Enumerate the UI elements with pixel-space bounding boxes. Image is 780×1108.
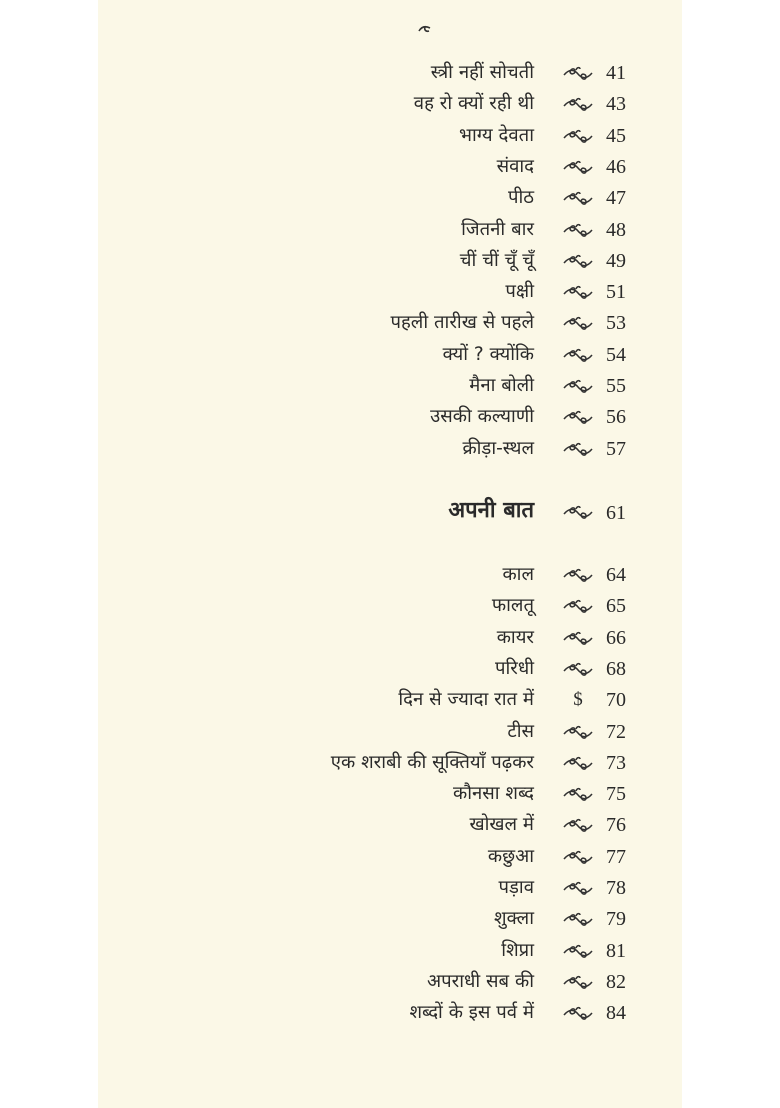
floral-ornament-icon bbox=[562, 756, 594, 772]
floral-ornament-icon bbox=[562, 944, 594, 960]
floral-ornament-icon bbox=[562, 568, 594, 584]
toc-entry-title: फालतू bbox=[491, 595, 534, 617]
toc-entry-title: उसकी कल्याणी bbox=[430, 406, 534, 428]
floral-ornament-icon bbox=[562, 316, 594, 332]
toc-entry-title: कायर bbox=[496, 626, 534, 648]
toc-entry bbox=[0, 1000, 780, 1031]
toc-page-number: 64 bbox=[606, 564, 626, 586]
floral-ornament-icon bbox=[562, 725, 594, 741]
floral-ornament-icon bbox=[562, 254, 594, 270]
toc-page-number: 76 bbox=[606, 814, 626, 837]
toc-entry-title: एक शराबी की सूक्तियाँ पढ़कर bbox=[330, 751, 534, 773]
toc-entry bbox=[0, 373, 780, 404]
floral-ornament-icon bbox=[562, 1006, 594, 1022]
toc-entry bbox=[0, 310, 780, 341]
floral-ornament-icon bbox=[562, 379, 594, 395]
toc-page-number: 51 bbox=[606, 281, 626, 304]
toc-entry-title: भाग्य देवता bbox=[458, 124, 534, 146]
toc-entry-title: क्यों ? क्योंकि bbox=[442, 343, 534, 365]
floral-ornament-icon bbox=[562, 975, 594, 991]
toc-entry-title: अपराधी सब की bbox=[427, 970, 534, 992]
toc-entry-title: शुक्ला bbox=[494, 908, 534, 930]
toc-page-number: 82 bbox=[606, 970, 626, 993]
toc-entry bbox=[0, 812, 780, 843]
toc-page-number: 61 bbox=[606, 502, 626, 524]
toc-entry bbox=[0, 185, 780, 216]
toc-entry-title: पक्षी bbox=[505, 281, 534, 303]
toc-entry bbox=[0, 279, 780, 310]
toc-section-heading bbox=[0, 496, 780, 527]
toc-entry bbox=[0, 687, 780, 718]
floral-ornament-icon bbox=[562, 66, 594, 82]
floral-ornament-icon bbox=[562, 850, 594, 866]
toc-entry bbox=[0, 875, 780, 906]
toc-page-number: 56 bbox=[606, 406, 626, 429]
toc-entry bbox=[0, 750, 780, 781]
floral-ornament-icon bbox=[562, 129, 594, 145]
toc-entry bbox=[0, 91, 780, 122]
floral-ornament-icon bbox=[562, 348, 594, 364]
floral-ornament-icon bbox=[562, 285, 594, 301]
toc-entry bbox=[0, 248, 780, 279]
toc-entry bbox=[0, 342, 780, 373]
floral-ornament-icon bbox=[562, 787, 594, 803]
toc-page-number: 53 bbox=[606, 312, 626, 335]
toc-page-number: 78 bbox=[606, 877, 626, 899]
toc-page-number: 65 bbox=[606, 595, 626, 618]
toc-entry bbox=[0, 436, 780, 467]
toc-entry bbox=[0, 562, 780, 593]
toc-entry-title: मैना बोली bbox=[469, 375, 534, 396]
toc-page-number: 81 bbox=[606, 939, 626, 962]
toc-entry-title: पहली तारीख से पहले bbox=[390, 312, 534, 334]
toc-entry bbox=[0, 844, 780, 875]
toc-entry bbox=[0, 906, 780, 937]
toc-entry-title: संवाद bbox=[496, 155, 534, 177]
floral-ornament-icon bbox=[562, 223, 594, 239]
toc-entry-title: स्त्री नहीं सोचती bbox=[430, 62, 534, 83]
toc-entry-title: काल bbox=[502, 564, 534, 585]
toc-page-number: 54 bbox=[606, 343, 626, 366]
toc-entry-title: वह रो क्यों रही थी bbox=[413, 93, 534, 115]
toc-entry bbox=[0, 404, 780, 435]
toc-page-number: 48 bbox=[606, 218, 626, 241]
toc-page-number: 79 bbox=[606, 908, 626, 931]
toc-page-number: 47 bbox=[606, 187, 626, 210]
floral-ornament-icon bbox=[562, 818, 594, 834]
toc-entry-title: चीं चीं चूँ चूँ bbox=[459, 249, 534, 271]
toc-page-number: 55 bbox=[606, 375, 626, 397]
toc-page-number: 75 bbox=[606, 783, 626, 806]
toc-entry bbox=[0, 656, 780, 687]
floral-ornament-icon bbox=[562, 160, 594, 176]
toc-entry-title: टीस bbox=[507, 720, 534, 742]
toc-page-number: 77 bbox=[606, 845, 626, 868]
floral-ornament-icon bbox=[562, 599, 594, 615]
floral-ornament-icon bbox=[562, 505, 594, 521]
toc-entry bbox=[0, 969, 780, 1000]
toc-separator-text: $ bbox=[573, 689, 583, 711]
toc-page-number: 41 bbox=[606, 62, 626, 84]
toc-entry-title: पड़ाव bbox=[498, 877, 534, 898]
floral-ornament-icon bbox=[562, 662, 594, 678]
toc-entry bbox=[0, 719, 780, 750]
toc-entry-title: दिन से ज्यादा रात में bbox=[398, 689, 534, 711]
toc-entry-title: खोखल में bbox=[469, 814, 534, 836]
floral-ornament-icon bbox=[562, 881, 594, 897]
toc-page-number: 66 bbox=[606, 626, 626, 649]
section-heading-title: अपनी बात bbox=[448, 498, 534, 523]
floral-ornament-icon bbox=[562, 191, 594, 207]
toc-page-number: 70 bbox=[606, 689, 626, 712]
toc-entry bbox=[0, 625, 780, 656]
floral-ornament-icon bbox=[562, 631, 594, 647]
toc-entry-title: जितनी बार bbox=[461, 218, 534, 240]
toc-entry-title: क्रीड़ा-स्थल bbox=[462, 437, 534, 459]
toc-entry bbox=[0, 938, 780, 969]
toc-entry bbox=[0, 781, 780, 812]
toc-page-number: 46 bbox=[606, 155, 626, 178]
toc-page-number: 84 bbox=[606, 1002, 626, 1025]
toc-page-number: 43 bbox=[606, 93, 626, 116]
toc-entry-title: परिधी bbox=[494, 657, 534, 679]
toc-page-number: 72 bbox=[606, 720, 626, 743]
toc-page-number: 57 bbox=[606, 437, 626, 460]
toc-entry bbox=[0, 593, 780, 624]
floral-ornament-icon bbox=[562, 97, 594, 113]
toc-page-number: 73 bbox=[606, 751, 626, 774]
floral-ornament-icon bbox=[562, 442, 594, 458]
toc-entry-title: कौनसा शब्द bbox=[452, 783, 534, 805]
floral-ornament-icon bbox=[562, 912, 594, 928]
toc-entry-title: शिप्रा bbox=[501, 939, 534, 961]
toc-entry bbox=[0, 217, 780, 248]
toc-page-number: 45 bbox=[606, 124, 626, 147]
toc-entry-title: शब्दों के इस पर्व में bbox=[409, 1002, 534, 1024]
toc-entry bbox=[0, 60, 780, 91]
toc-entry-title: पीठ bbox=[507, 187, 534, 209]
toc-entry-title: कछुआ bbox=[487, 845, 534, 867]
ornament-mark-icon bbox=[418, 24, 432, 34]
floral-ornament-icon bbox=[562, 410, 594, 426]
toc-page-number: 49 bbox=[606, 249, 626, 272]
toc-entry bbox=[0, 154, 780, 185]
toc-page-number: 68 bbox=[606, 657, 626, 680]
toc-entry bbox=[0, 123, 780, 154]
